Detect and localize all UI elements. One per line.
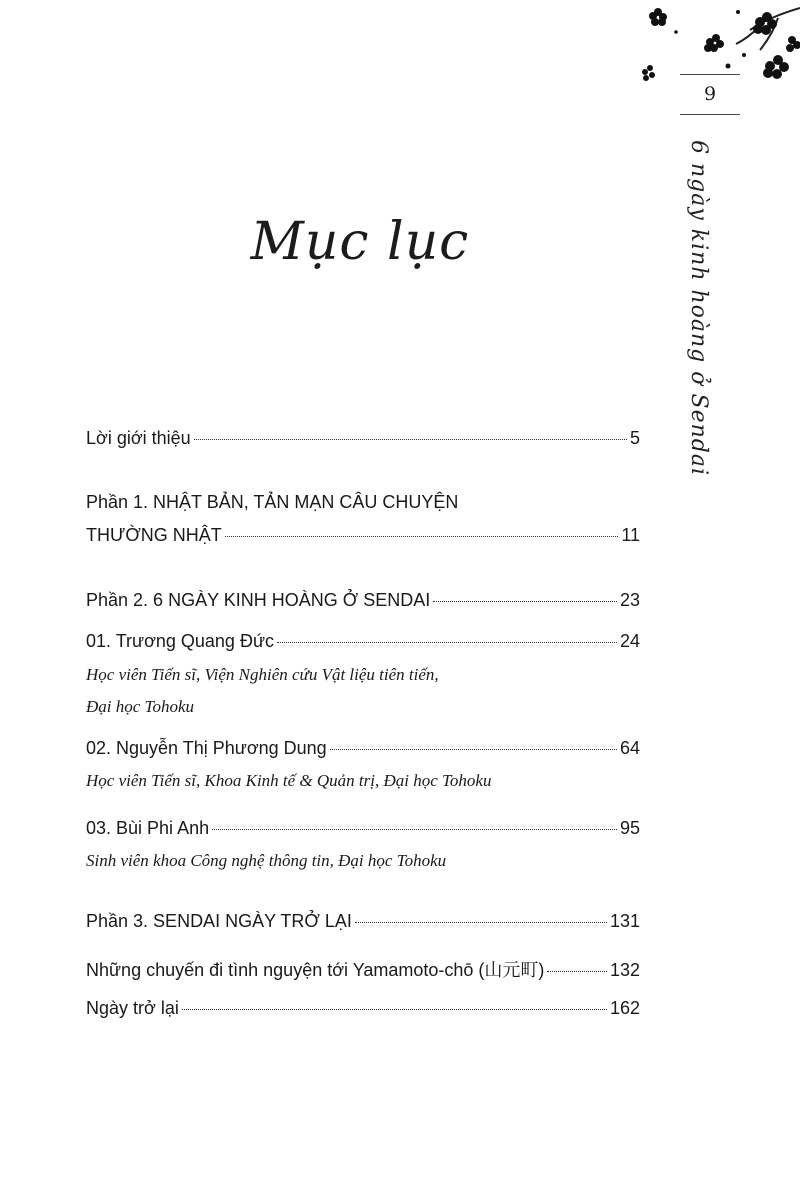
dot-leader [182, 1009, 607, 1010]
running-book-title: 6 ngày kinh hoàng ở Sendai [686, 140, 711, 476]
toc-entry[interactable] [86, 818, 640, 839]
toc-entry-page: 23 [619, 590, 640, 610]
toc-entry[interactable] [86, 956, 640, 982]
toc-entry-title: 03. Bùi Phi Anh [86, 818, 210, 838]
toc-entry[interactable] [86, 525, 640, 546]
page-number: 9 [703, 83, 717, 105]
dot-leader [355, 922, 607, 923]
toc-entry-title: THƯỜNG NHẬT [86, 525, 222, 545]
toc-entry-title: Lời giới thiệu [86, 428, 191, 448]
toc-entry[interactable] [86, 428, 640, 449]
toc-entry-title: Ngày trở lại [86, 998, 179, 1018]
toc-entry-title[interactable]: Phần 1. NHẬT BẢN, TẢN MẠN CÂU CHUYỆN [86, 492, 459, 512]
toc-entry-page: 132 [609, 960, 640, 980]
header-rule-bottom [680, 114, 740, 115]
toc-entry-title: Phần 3. SENDAI NGÀY TRỞ LẠI [86, 911, 352, 931]
dot-leader [277, 642, 617, 643]
toc-entry-subtitle: Học viên Tiến sĩ, Khoa Kinh tế & Quản trị, Đại học Tohoku [86, 771, 492, 790]
toc-entry[interactable] [86, 998, 640, 1019]
toc-entry[interactable] [86, 590, 640, 611]
toc-entry-title: Những chuyến đi tình nguyện tới Yamamoto-chō (山元町) [86, 960, 545, 980]
toc-entry[interactable] [86, 631, 640, 652]
toc-entry-page: 11 [621, 525, 640, 545]
dot-leader [212, 829, 617, 830]
page-title: Mục lục [250, 212, 470, 272]
toc-entry-title: Phần 2. 6 NGÀY KINH HOÀNG Ở SENDAI [86, 590, 431, 610]
dot-leader [194, 439, 627, 440]
toc-entry-page: 64 [619, 738, 640, 758]
toc-entry[interactable] [86, 911, 640, 932]
toc-entry-subtitle: Học viên Tiến sĩ, Viện Nghiên cứu Vật liệu tiên tiến, [86, 665, 439, 684]
header-rule-top [680, 74, 740, 75]
toc-entry-page: 24 [619, 631, 640, 651]
dot-leader [547, 971, 607, 972]
toc-entry-page: 131 [609, 911, 640, 931]
toc-entry-page: 162 [609, 998, 640, 1018]
dot-leader [225, 536, 619, 537]
toc-entry-title: 02. Nguyễn Thị Phương Dung [86, 738, 327, 758]
toc-entry-page: 5 [629, 428, 640, 448]
toc-entry-subtitle: Đại học Tohoku [86, 697, 194, 716]
toc-entry-title: 01. Trương Quang Đức [86, 631, 274, 651]
toc-entry-page: 95 [619, 818, 640, 838]
dot-leader [433, 601, 617, 602]
toc-entry[interactable] [86, 738, 640, 759]
dot-leader [330, 749, 617, 750]
toc-entry-subtitle: Sinh viên khoa Công nghệ thông tin, Đại học Tohoku [86, 851, 447, 870]
